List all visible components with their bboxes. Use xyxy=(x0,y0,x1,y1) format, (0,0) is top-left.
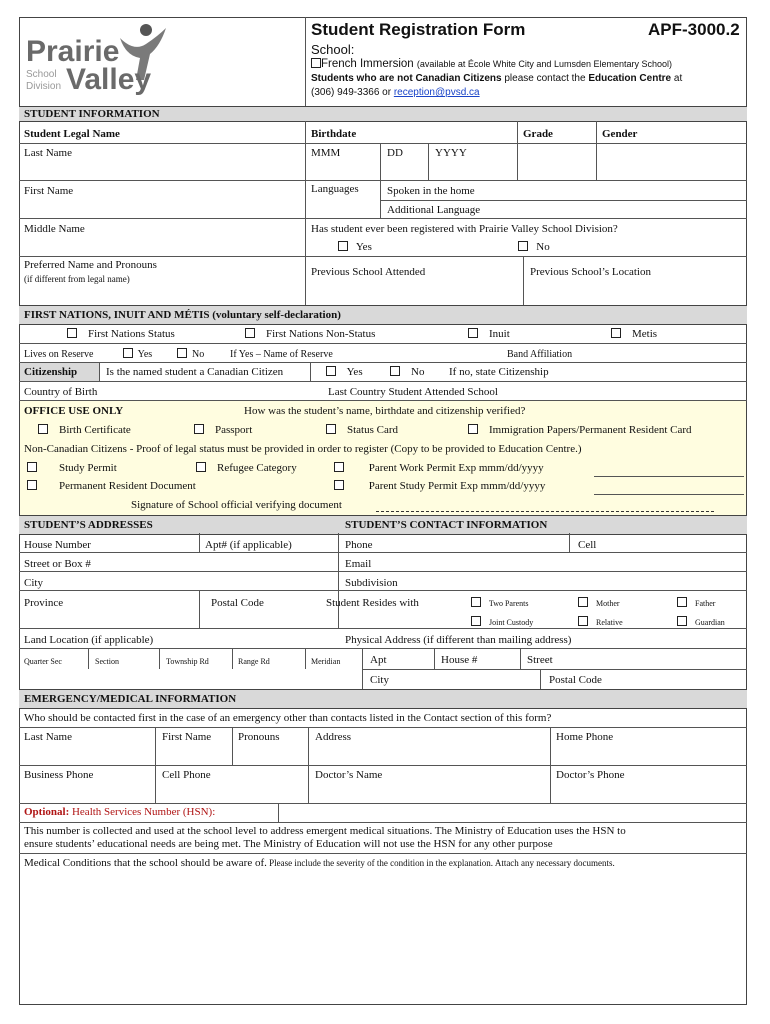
lives-reserve-label: Lives on Reserve xyxy=(24,349,94,360)
citizen-yes-checkbox[interactable] xyxy=(326,366,336,376)
parent-work-option[interactable]: Parent Work Permit Exp mmm/dd/yyyy xyxy=(334,462,544,475)
city-field[interactable]: City xyxy=(24,577,43,589)
apt-field[interactable]: Apt# (if applicable) xyxy=(205,539,292,551)
emergency-first-name-field[interactable]: First Name xyxy=(162,731,212,743)
two-parents-checkbox[interactable] xyxy=(471,597,481,607)
birth-cert-option[interactable]: Birth Certificate xyxy=(38,424,131,437)
inuit-option[interactable]: Inuit xyxy=(468,328,510,341)
section-field[interactable]: Section xyxy=(95,657,119,666)
immigration-checkbox[interactable] xyxy=(468,424,478,434)
physical-apt-field[interactable]: Apt xyxy=(370,654,387,666)
relative-option[interactable]: Relative xyxy=(578,616,623,629)
parent-work-date-line[interactable] xyxy=(594,476,744,477)
last-name-field[interactable]: Last Name xyxy=(24,147,72,159)
logo-school: School xyxy=(26,69,57,80)
reception-email-link[interactable]: reception@pvsd.ca xyxy=(393,87,480,98)
birthdate-label: Birthdate xyxy=(311,128,357,140)
languages-label: Languages xyxy=(311,183,359,195)
emergency-address-field[interactable]: Address xyxy=(315,731,352,743)
office-use-title: OFFICE USE ONLY xyxy=(24,405,124,417)
house-number-field[interactable]: House Number xyxy=(24,539,91,551)
citizenship-question: Is the named student a Canadian Citizen xyxy=(106,366,284,378)
father-checkbox[interactable] xyxy=(677,597,687,607)
physical-house-field[interactable]: House # xyxy=(441,654,478,666)
country-of-birth-field[interactable]: Country of Birth xyxy=(24,386,98,398)
reserve-yes-checkbox[interactable] xyxy=(123,348,133,358)
citizen-no-option[interactable]: No xyxy=(390,366,424,379)
french-immersion-row xyxy=(311,58,672,71)
mother-checkbox[interactable] xyxy=(578,597,588,607)
business-phone-field[interactable]: Business Phone xyxy=(24,769,94,781)
medical-conditions-area[interactable] xyxy=(20,872,746,1004)
physical-city-field[interactable]: City xyxy=(370,674,389,686)
first-name-field[interactable]: First Name xyxy=(24,185,74,197)
official-signature-label: Signature of School official verifying document xyxy=(131,499,342,511)
birth-cert-checkbox[interactable] xyxy=(38,424,48,434)
student-info-title: STUDENT INFORMATION xyxy=(24,108,160,120)
contact-line: (306) 949-3366 or reception@pvsd.ca xyxy=(311,87,480,98)
meridian-field[interactable]: Meridian xyxy=(311,657,341,666)
prairie-valley-logo xyxy=(22,20,172,100)
french-immersion-note: (available at École White City and Lumsden Elementary School) xyxy=(416,59,672,69)
phone-field[interactable]: Phone xyxy=(345,539,373,551)
quarter-sec-field[interactable]: Quarter Sec xyxy=(24,657,62,666)
guardian-option[interactable]: Guardian xyxy=(677,616,725,629)
contact-info-title: STUDENT’S CONTACT INFORMATION xyxy=(345,519,548,531)
physical-postal-field[interactable]: Postal Code xyxy=(549,674,602,686)
citizenship-label: Citizenship xyxy=(24,366,78,378)
study-permit-option[interactable]: Study Permit xyxy=(27,462,117,475)
medical-conditions-label: Medical Conditions that the school should be aware of. Please include the severity of the condition in the explanation. Attach any necessary documents. xyxy=(24,857,615,869)
emergency-title: EMERGENCY/MEDICAL INFORMATION xyxy=(24,693,237,705)
street-box-field[interactable]: Street or Box # xyxy=(24,558,91,570)
email-field[interactable]: Email xyxy=(345,558,372,570)
legal-name-label: Student Legal Name xyxy=(24,128,120,140)
subdivision-field[interactable]: Subdivision xyxy=(345,577,398,589)
resides-with-label: Student Resides with xyxy=(326,597,419,609)
last-country-field[interactable]: Last Country Student Attended School xyxy=(328,386,498,398)
birth-month-field[interactable]: MMM xyxy=(311,147,341,159)
previous-location-field[interactable]: Previous School’s Location xyxy=(530,266,651,278)
non-citizen-note: Students who are not Canadian Citizens please contact the Education Centre at xyxy=(311,73,683,84)
emergency-cell-phone-field[interactable]: Cell Phone xyxy=(162,769,211,781)
citizen-yes-option[interactable]: Yes xyxy=(326,366,363,379)
reserve-no-option[interactable]: No xyxy=(177,348,204,361)
registered-no-option[interactable]: No xyxy=(518,241,550,254)
doctor-name-field[interactable]: Doctor’s Name xyxy=(315,769,383,781)
cell-field[interactable]: Cell xyxy=(578,539,597,551)
non-canadian-note: Non-Canadian Citizens - Proof of legal status must be provided in order to register (Copy to be provided to Education Centre.) xyxy=(24,443,582,455)
middle-name-field[interactable]: Middle Name xyxy=(24,223,85,235)
reserve-name-field[interactable]: If Yes – Name of Reserve xyxy=(230,349,333,360)
hsn-note-line1: This number is collected and used at the school level to address emergent medical situations. The Ministry of Education uses the HSN to xyxy=(24,825,626,837)
birth-day-field[interactable]: DD xyxy=(387,147,403,159)
form-code: APF-3000.2 xyxy=(648,20,740,39)
preferred-name-field[interactable]: Preferred Name and Pronouns xyxy=(24,259,157,271)
reserve-no-checkbox[interactable] xyxy=(177,348,187,358)
registered-yes-checkbox[interactable] xyxy=(338,241,348,251)
emergency-home-phone-field[interactable]: Home Phone xyxy=(556,731,614,743)
fn-status-option[interactable]: First Nations Status xyxy=(67,328,175,341)
additional-language-field[interactable]: Additional Language xyxy=(387,204,481,216)
perm-resident-option[interactable]: Permanent Resident Document xyxy=(27,480,196,493)
refugee-checkbox[interactable] xyxy=(196,462,206,472)
immigration-option[interactable]: Immigration Papers/Permanent Resident Card xyxy=(468,424,692,437)
father-option[interactable]: Father xyxy=(677,597,715,610)
township-field[interactable]: Township Rd xyxy=(166,657,209,666)
fn-status-checkbox[interactable] xyxy=(67,328,77,338)
guardian-checkbox[interactable] xyxy=(677,616,687,626)
study-permit-checkbox[interactable] xyxy=(27,462,37,472)
citizen-no-checkbox[interactable] xyxy=(390,366,400,376)
parent-study-checkbox[interactable] xyxy=(334,480,344,490)
passport-checkbox[interactable] xyxy=(194,424,204,434)
french-immersion-checkbox[interactable] xyxy=(311,58,321,68)
fnim-title: FIRST NATIONS, INUIT AND MÉTIS (voluntary self-declaration) xyxy=(24,309,341,321)
relative-checkbox[interactable] xyxy=(578,616,588,626)
perm-resident-checkbox[interactable] xyxy=(27,480,37,490)
reserve-yes-option[interactable]: Yes xyxy=(123,348,152,361)
spoken-home-field[interactable]: Spoken in the home xyxy=(387,185,475,197)
logo-division: Division xyxy=(26,81,62,92)
hsn-field[interactable]: Optional: Health Services Number (HSN): xyxy=(24,806,216,818)
inuit-checkbox[interactable] xyxy=(468,328,478,338)
french-immersion-label: French Immersion xyxy=(321,58,414,70)
province-field[interactable]: Province xyxy=(24,597,64,609)
fn-non-status-option[interactable]: First Nations Non-Status xyxy=(245,328,375,341)
addresses-title: STUDENT’S ADDRESSES xyxy=(24,519,153,531)
land-location-label: Land Location (if applicable) xyxy=(24,634,154,646)
physical-address-label: Physical Address (if different than mailing address) xyxy=(345,634,572,646)
range-field[interactable]: Range Rd xyxy=(238,657,270,666)
status-card-checkbox[interactable] xyxy=(326,424,336,434)
logo-prairie: Prairie xyxy=(26,35,120,68)
office-use-box xyxy=(20,401,746,515)
hsn-note-line2: ensure students’ educational needs are being met. The Ministry of Education will not use the HSN for any other purpose xyxy=(24,838,553,850)
emergency-question: Who should be contacted first in the case of an emergency other than contacts listed in the Contact section of this form? xyxy=(24,712,552,724)
verification-question: How was the student’s name, birthdate and citizenship verified? xyxy=(244,405,526,417)
band-affiliation-field[interactable]: Band Affiliation xyxy=(507,349,573,360)
joint-custody-option[interactable]: Joint Custody xyxy=(471,616,533,629)
emergency-last-name-field[interactable]: Last Name xyxy=(24,731,72,743)
registered-yes-option[interactable]: Yes xyxy=(338,241,372,254)
metis-checkbox[interactable] xyxy=(611,328,621,338)
grade-label: Grade xyxy=(523,128,553,140)
parent-study-date-line[interactable] xyxy=(594,494,744,495)
form-title: Student Registration Form xyxy=(311,20,526,39)
joint-custody-checkbox[interactable] xyxy=(471,616,481,626)
gender-label: Gender xyxy=(602,128,638,140)
parent-study-option[interactable]: Parent Study Permit Exp mmm/dd/yyyy xyxy=(334,480,545,493)
emergency-pronouns-field[interactable]: Pronouns xyxy=(238,731,280,743)
doctor-phone-field[interactable]: Doctor’s Phone xyxy=(556,769,625,781)
postal-code-field[interactable]: Postal Code xyxy=(211,597,264,609)
passport-option[interactable]: Passport xyxy=(194,424,252,437)
two-parents-option[interactable]: Two Parents xyxy=(471,597,529,610)
mother-option[interactable]: Mother xyxy=(578,597,620,610)
registered-no-checkbox[interactable] xyxy=(518,241,528,251)
refugee-option[interactable]: Refugee Category xyxy=(196,462,297,475)
parent-work-checkbox[interactable] xyxy=(334,462,344,472)
preferred-name-note: (if different from legal name) xyxy=(24,274,130,284)
physical-street-field[interactable]: Street xyxy=(527,654,553,666)
fn-non-status-checkbox[interactable] xyxy=(245,328,255,338)
logo-valley: Valley xyxy=(66,63,152,96)
school-label: School: xyxy=(311,42,355,57)
previous-school-field[interactable]: Previous School Attended xyxy=(311,266,426,278)
status-card-option[interactable]: Status Card xyxy=(326,424,398,437)
metis-option[interactable]: Metis xyxy=(611,328,657,341)
official-signature-line[interactable] xyxy=(376,511,714,512)
state-citizenship-field[interactable]: If no, state Citizenship xyxy=(449,366,549,378)
birth-year-field[interactable]: YYYY xyxy=(435,147,467,159)
registered-question: Has student ever been registered with Prairie Valley School Division? xyxy=(311,223,618,235)
